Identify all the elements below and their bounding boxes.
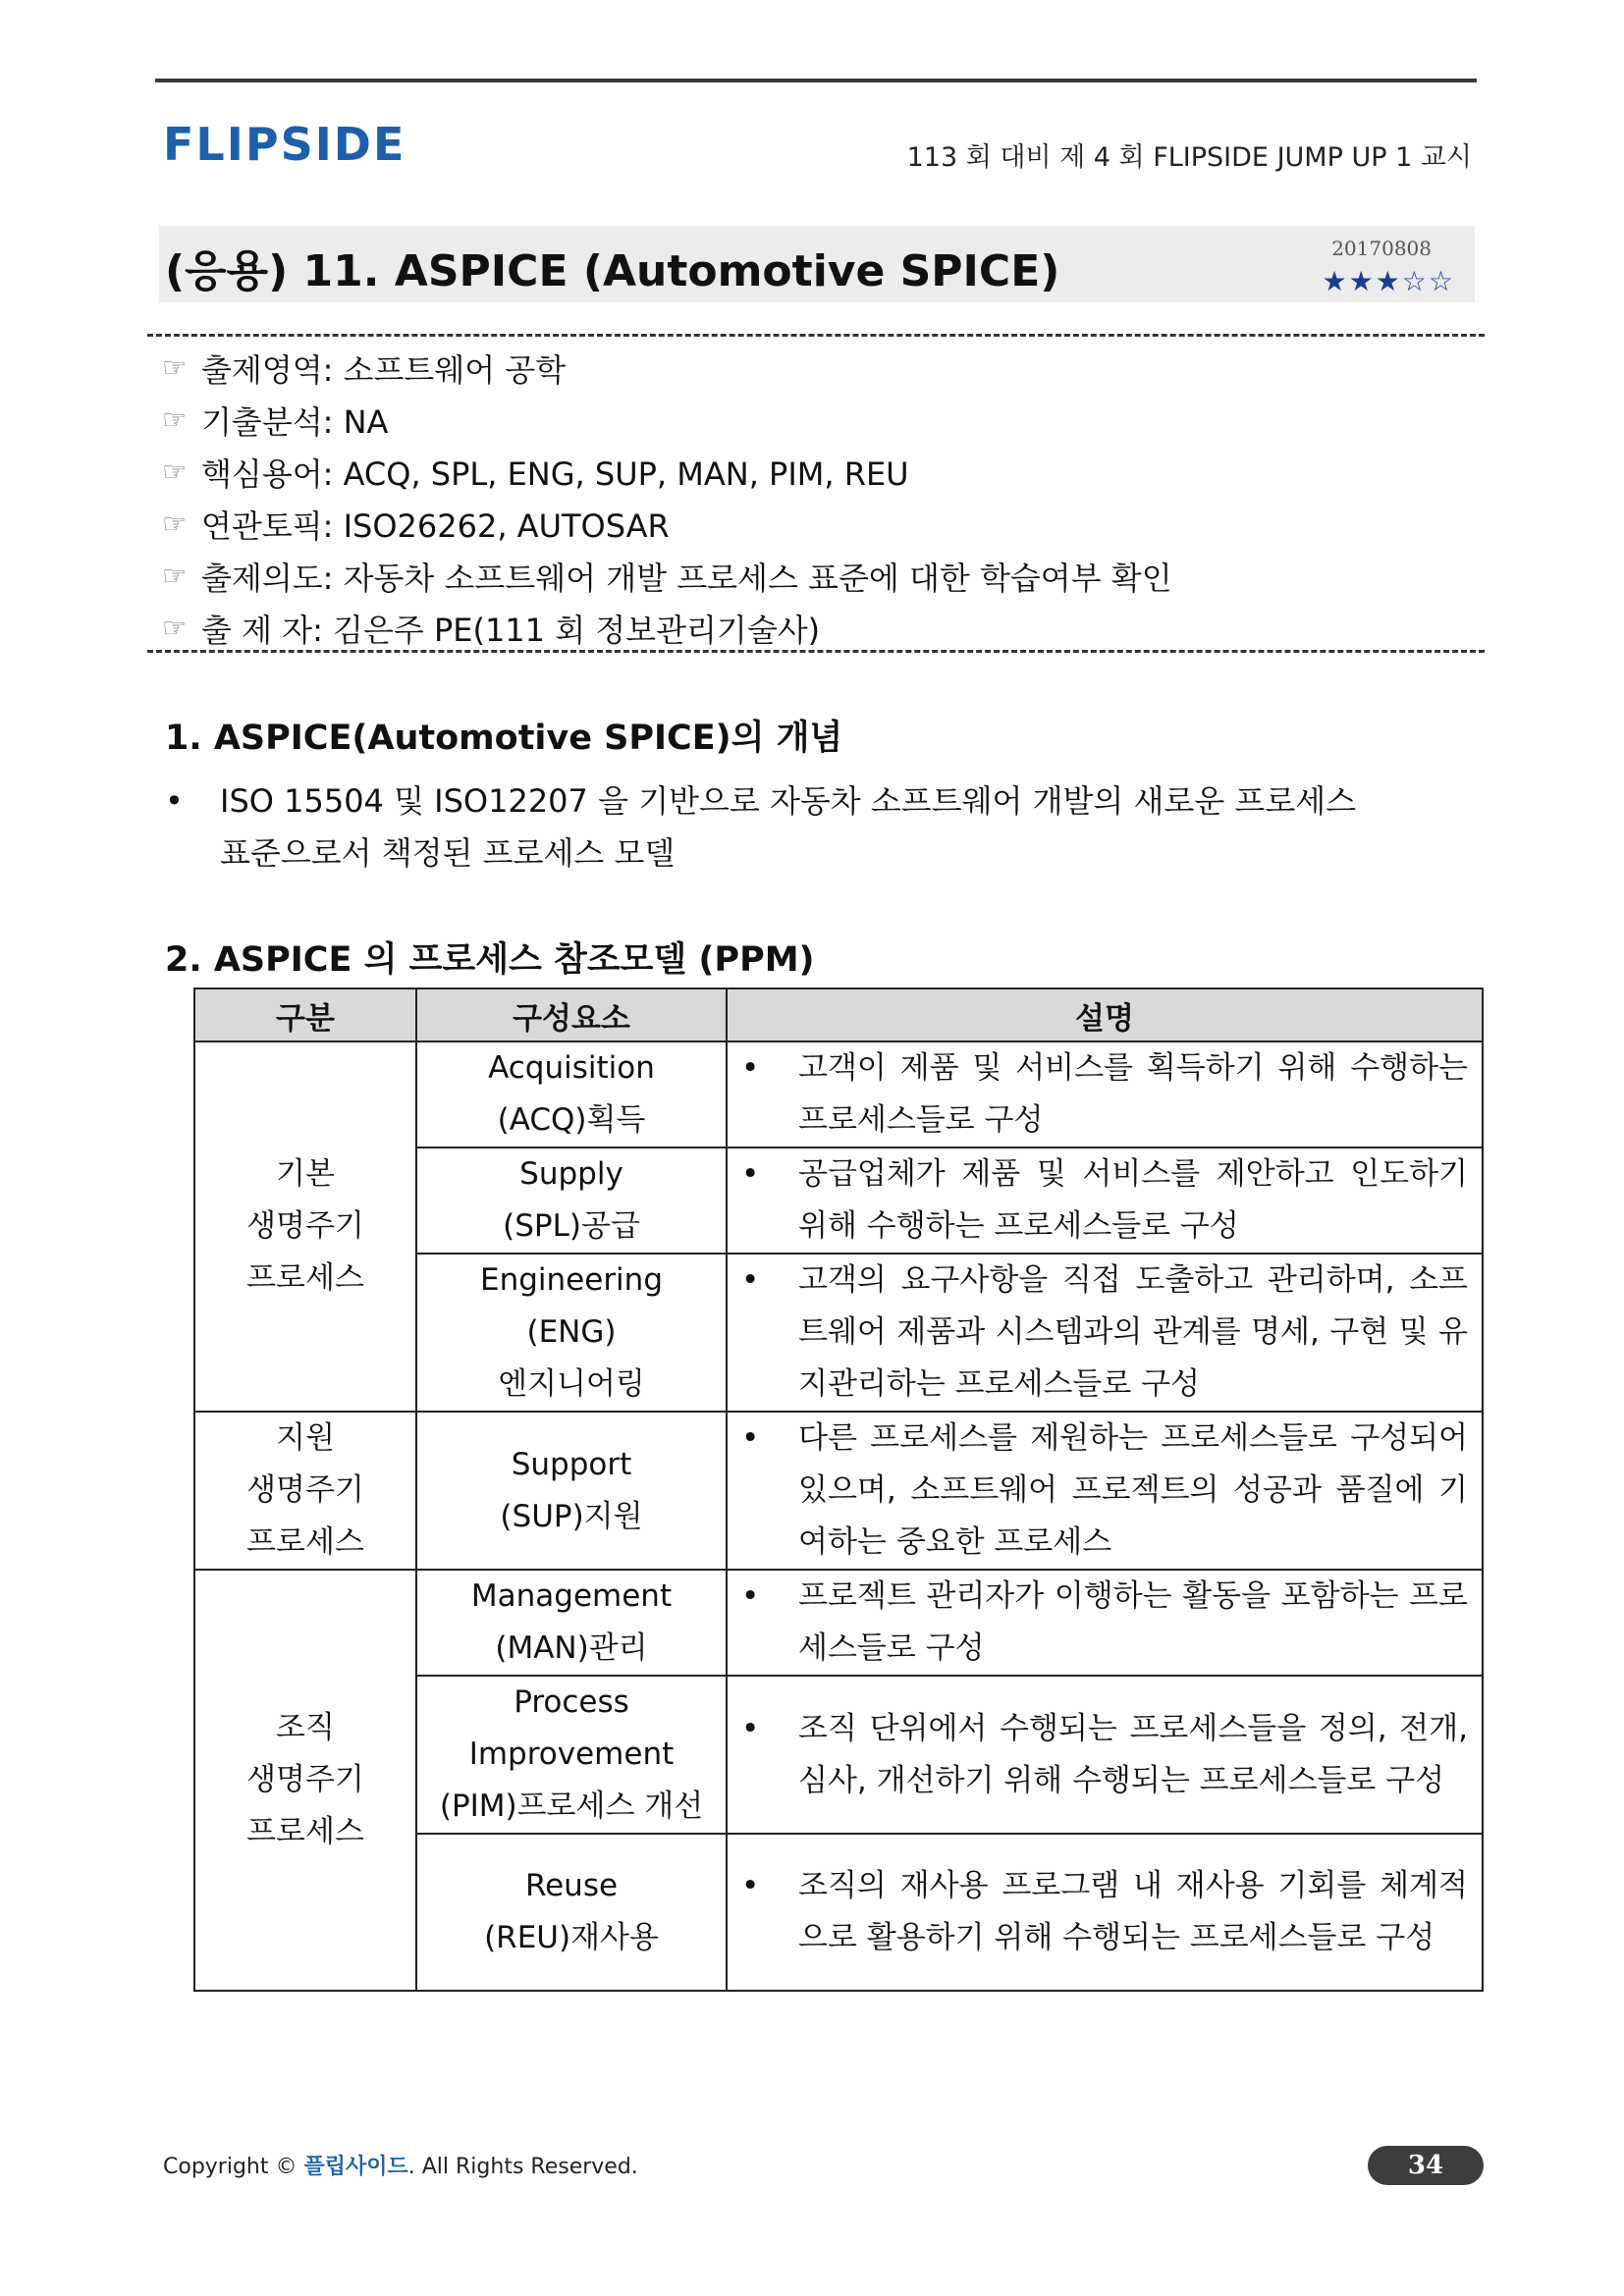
section-1-heading: 1. ASPICE(Automotive SPICE)의 개념 xyxy=(165,719,843,758)
top-rule xyxy=(155,79,1477,82)
info-text: 출제의도: 자동차 소프트웨어 개발 프로세스 표준에 대한 학습여부 확인 xyxy=(201,559,1172,597)
pointing-hand-icon: ☞ xyxy=(162,455,188,488)
table-row xyxy=(194,1412,1483,1570)
component-cell: Management (MAN)관리 xyxy=(416,1570,727,1676)
pointing-hand-icon: ☞ xyxy=(162,403,188,436)
bullet-icon: • xyxy=(741,1420,760,1456)
pointing-hand-icon: ☞ xyxy=(162,507,188,540)
component-cell: Acquisition (ACQ)획득 xyxy=(416,1041,727,1148)
section-2-heading: 2. ASPICE 의 프로세스 참조모델 (PPM) xyxy=(165,940,815,980)
info-text: 핵심용어: ACQ, SPL, ENG, SUP, MAN, PIM, REU xyxy=(201,454,909,493)
description-cell: • 공급업체가 제품 및 서비스를 제안하고 인도하기 위해 수행하는 프로세스들로 구성 xyxy=(727,1148,1483,1254)
pointing-hand-icon: ☞ xyxy=(162,560,188,592)
dashed-divider-top xyxy=(147,334,1485,337)
info-item xyxy=(162,446,1172,498)
description-cell: • 프로젝트 관리자가 이행하는 활동을 포함하는 프로세스들로 구성 xyxy=(727,1570,1483,1676)
table-row xyxy=(194,1041,1483,1148)
bullet-icon: • xyxy=(741,1868,760,1903)
bullet-icon: • xyxy=(741,1050,760,1086)
bullet-icon: • xyxy=(165,782,184,820)
info-item xyxy=(162,498,1172,550)
category-cell: 조직 생명주기 프로세스 xyxy=(194,1570,416,1991)
pointing-hand-icon: ☞ xyxy=(162,612,188,644)
info-item xyxy=(162,602,1172,654)
description-cell: • 조직의 재사용 프로그램 내 재사용 기회를 체계적으로 활용하기 위해 수행되는 프로세스들로 구성 xyxy=(727,1834,1483,1991)
table-header-row xyxy=(194,988,1483,1041)
page-number: 34 xyxy=(1368,2146,1484,2185)
category-cell: 지원 생명주기 프로세스 xyxy=(194,1412,416,1570)
bullet-icon: • xyxy=(741,1578,760,1614)
difficulty-stars: ★★★☆☆ xyxy=(1322,265,1455,297)
header-category: 구분 xyxy=(194,988,416,1041)
component-cell: Reuse (REU)재사용 xyxy=(416,1834,727,1991)
header-subtitle: 113 회 대비 제 4 회 FLIPSIDE JUMP UP 1 교시 xyxy=(906,142,1472,173)
description-cell: • 조직 단위에서 수행되는 프로세스들을 정의, 전개, 심사, 개선하기 위해 수행되는 프로세스들로 구성 xyxy=(727,1676,1483,1834)
info-item xyxy=(162,394,1172,446)
category-cell: 기본 생명주기 프로세스 xyxy=(194,1041,416,1412)
info-text: 출 제 자: 김은주 PE(111 회 정보관리기술사) xyxy=(201,611,821,649)
header-description: 설명 xyxy=(727,988,1483,1041)
description-cell: • 다른 프로세스를 제원하는 프로세스들로 구성되어 있으며, 소프트웨어 프로젝트의 성공과 품질에 기여하는 중요한 프로세스 xyxy=(727,1412,1483,1570)
component-cell: Process Improvement (PIM)프로세스 개선 xyxy=(416,1676,727,1834)
component-cell: Engineering (ENG) 엔지니어링 xyxy=(416,1254,727,1412)
description-cell: • 고객이 제품 및 서비스를 획득하기 위해 수행하는 프로세스들로 구성 xyxy=(727,1041,1483,1148)
page-title: (응용) 11. ASPICE (Automotive SPICE) xyxy=(165,246,1060,296)
component-cell: Supply (SPL)공급 xyxy=(416,1148,727,1254)
section-1-paragraph xyxy=(165,775,1363,880)
ppm-table xyxy=(193,988,1484,1992)
info-text: 연관토픽: ISO26262, AUTOSAR xyxy=(201,507,670,545)
footer-brand: 플립사이드 xyxy=(303,2155,408,2179)
component-cell: Support (SUP)지원 xyxy=(416,1412,727,1570)
title-date: 20170808 xyxy=(1331,237,1432,260)
section-1-text: ISO 15504 및 ISO12207 을 기반으로 자동차 소프트웨어 개발의 새로운 프로세스 표준으로서 책정된 프로세스 모델 xyxy=(220,782,1357,872)
description-cell: • 고객의 요구사항을 직접 도출하고 관리하며, 소프트웨어 제품과 시스템과의 관계를 명세, 구현 및 유지관리하는 프로세스들로 구성 xyxy=(727,1254,1483,1412)
header-component: 구성요소 xyxy=(416,988,727,1041)
dashed-divider-bottom xyxy=(147,650,1485,653)
bullet-icon: • xyxy=(741,1156,760,1192)
info-text: 출제영역: 소프트웨어 공학 xyxy=(201,350,567,389)
table-row xyxy=(194,1570,1483,1676)
flipside-logo: FLIPSIDE xyxy=(163,118,406,171)
info-item xyxy=(162,550,1172,602)
footer-copyright: Copyright © 플립사이드. All Rights Reserved. xyxy=(163,2155,638,2179)
info-list xyxy=(162,342,1172,654)
bullet-icon: • xyxy=(741,1710,760,1746)
pointing-hand-icon: ☞ xyxy=(162,351,188,384)
bullet-icon: • xyxy=(741,1262,760,1298)
info-text: 기출분석: NA xyxy=(201,402,389,441)
info-item xyxy=(162,342,1172,394)
